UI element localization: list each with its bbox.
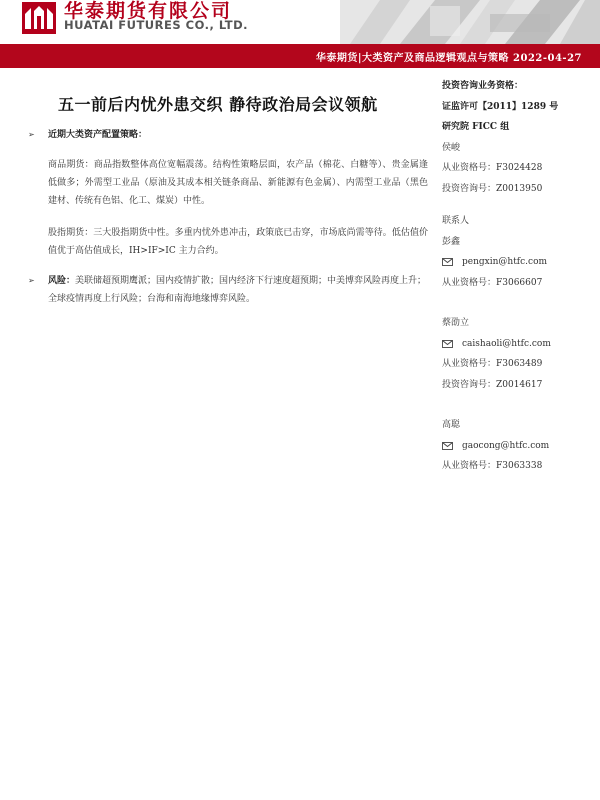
section-heading-text: 近期大类资产配置策略： bbox=[48, 130, 148, 140]
huatai-logo-icon bbox=[22, 2, 56, 34]
report-title: 五一前后内忧外患交织 静待政治局会议领航 bbox=[58, 95, 378, 114]
brand-name-cn: 华泰期货有限公司 bbox=[64, 0, 233, 22]
mail-icon bbox=[442, 340, 453, 348]
analyst-name: 侯峻 bbox=[442, 142, 461, 153]
analyst-advisory: 投资咨询号：Z0013950 bbox=[442, 183, 543, 194]
institute-name: 研究院 FICC 组 bbox=[442, 122, 510, 132]
contact-email-row bbox=[442, 436, 592, 457]
contact-label: 联系人 bbox=[442, 216, 470, 226]
main-content bbox=[28, 126, 428, 308]
contact-advisory: 投资咨询号：Z0014617 bbox=[442, 379, 543, 390]
contact-email-row bbox=[442, 252, 592, 273]
mail-icon bbox=[442, 442, 453, 450]
stock-index-paragraph: 股指期货：三大股指期货中性。多重内忧外患冲击，政策底已击穿，市场底尚需等待。低估值价值优于高估值成长，IH>IF>IC 主力合约。 bbox=[48, 228, 428, 256]
contact-cert: 从业资格号：F3063338 bbox=[442, 461, 543, 471]
report-header bbox=[0, 0, 600, 44]
header-decorative-pattern bbox=[340, 0, 600, 44]
section-heading bbox=[28, 126, 428, 144]
bullet-arrow-icon: ➢ bbox=[28, 130, 35, 139]
analyst-cert: 从业资格号：F3024428 bbox=[442, 163, 543, 173]
risk-item bbox=[28, 272, 428, 308]
contact-cert: 从业资格号：F3063489 bbox=[442, 359, 543, 369]
risk-text: 美联储超预期鹰派；国内疫情扩散；国内经济下行速度超预期；中美博弈风险再度上升；全球疫情再度上行风险；台海和南海地缘博弈风险。 bbox=[48, 276, 427, 304]
contact-email-row bbox=[442, 334, 592, 355]
bullet-arrow-icon: ➢ bbox=[28, 276, 35, 285]
risk-label: 风险： bbox=[48, 276, 76, 286]
contact-name: 彭鑫 bbox=[442, 236, 461, 247]
sidebar-info bbox=[442, 76, 592, 477]
mail-icon bbox=[442, 258, 453, 266]
contact-cert: 从业资格号：F3066607 bbox=[442, 277, 543, 288]
brand-name-en: HUATAI FUTURES CO., LTD. bbox=[64, 18, 249, 32]
qualification-title: 投资咨询业务资格： bbox=[442, 81, 524, 91]
commodity-paragraph: 商品期货：商品指数整体高位宽幅震荡。结构性策略层面，农产品（棉花、白糖等）、贵金属逢低做多；外需型工业品（原油及其成本相关链条商品、新能源有色金属）、内需型工业品（黑色建材、传统有色铝、化工、煤炭）中性。 bbox=[48, 160, 428, 206]
contact-email-link[interactable]: caishaoli@htfc.com bbox=[462, 338, 551, 349]
contact-email-link[interactable]: gaocong@htfc.com bbox=[462, 440, 550, 451]
contact-email-link[interactable]: pengxin@htfc.com bbox=[462, 257, 548, 267]
banner-text: 华泰期货|大类资产及商品逻辑观点与策略 2022-04-27 bbox=[315, 53, 582, 64]
report-banner bbox=[0, 44, 600, 68]
license-number: 证监许可【2011】1289 号 bbox=[442, 101, 559, 112]
contact-name: 蔡劭立 bbox=[442, 318, 470, 328]
contact-name: 高聪 bbox=[442, 420, 461, 430]
